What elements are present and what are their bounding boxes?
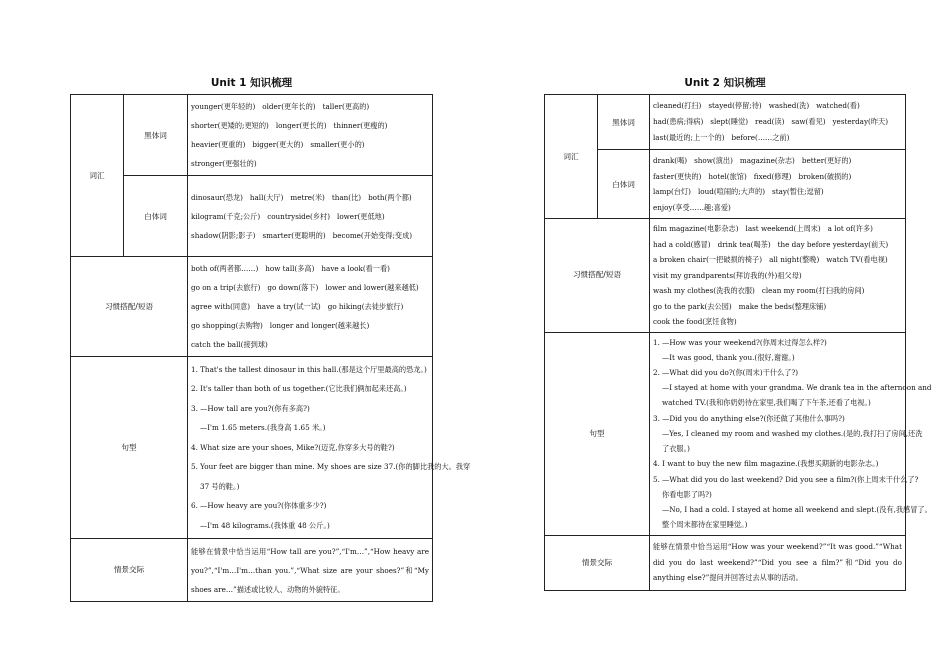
- unit1-comm-row: [71, 539, 433, 602]
- sentence-line: watched TV.(我和你奶奶待在家里,我们喝了下午茶,还看了电视。): [662, 398, 871, 408]
- phrase: the day before yesterday(前天): [777, 239, 889, 249]
- word: metre(米): [290, 192, 325, 202]
- word: older(更年长的): [262, 102, 316, 111]
- word: yesterday(昨天): [832, 117, 889, 126]
- word: longer(更长的): [275, 121, 327, 130]
- unit2-bold-label: 黑体词: [598, 95, 650, 150]
- sentence-line: —Yes, I cleaned my room and washed my clothes.(是的,我打扫了房间,还洗: [662, 428, 923, 438]
- phrase: both of(两者都……): [191, 264, 259, 273]
- phrase: a lot of(许多): [827, 224, 873, 233]
- unit1-table: [70, 94, 471, 602]
- unit2-vocab-bold-row: [545, 95, 906, 150]
- unit2-plain-words: [650, 150, 906, 219]
- word: shadow(阴影;影子): [191, 230, 256, 240]
- unit1-phrases-label: 习惯搭配/短语: [71, 257, 188, 357]
- sentence-line: 2. —What did you do?(你(周末)干什么了?): [653, 368, 799, 378]
- unit2-phrases: [650, 219, 906, 333]
- word: cleaned(打扫): [653, 101, 702, 110]
- sentence-line: 了衣服。): [662, 444, 690, 454]
- unit1-phrases-row: [71, 257, 433, 357]
- phrase: cook the food(烹饪食物): [653, 317, 737, 326]
- unit1-bold-words: [188, 95, 433, 176]
- sentence-line: 整个周末都待在家里睡觉。): [662, 520, 748, 530]
- phrase: watch TV(看电视): [826, 255, 888, 264]
- word: younger(更年轻的): [191, 102, 256, 111]
- word: better(更好的): [801, 156, 852, 165]
- sentence-line: 1. —How was your weekend?(你周末过得怎么样?): [653, 337, 827, 347]
- sentence-line: 5. —What did you do last weekend? Did you see a film?(你上周末干什么了?: [653, 474, 919, 484]
- word: hall(大厅): [249, 192, 284, 202]
- word: before(……之前): [731, 133, 790, 142]
- word: smarter(更聪明的): [262, 230, 326, 240]
- phrase: longer and longer(越来越长): [269, 321, 370, 330]
- word: than(比): [331, 192, 362, 202]
- word: read(读): [755, 117, 785, 126]
- unit1-vocab-label: 词汇: [71, 95, 124, 257]
- word: broken(破损的): [798, 171, 852, 181]
- phrase: lower and lower(越来越低): [325, 283, 419, 292]
- unit2-title: Unit 2 知识梳理: [684, 77, 766, 89]
- unit1-comm-text: 能够在情景中恰当运用“How tall are you?”,“I'm…”,“How heavy are you?”,“I'm…I'm…than you.”,“What size are your shoes?”和“My shoes are…”描述或比较人、动物的外貌特征。: [188, 539, 433, 602]
- phrase: all night(整晚): [769, 255, 820, 264]
- phrase: clean my room(打扫我的房间): [761, 286, 865, 295]
- word: lamp(台灯): [653, 187, 691, 196]
- phrase: how tall(多高): [265, 264, 315, 273]
- unit1-comm-label: 情景交际: [71, 539, 188, 602]
- unit1-vocab-bold-row: [71, 95, 433, 176]
- unit2-bold-words: [650, 95, 906, 150]
- word: both(两个都): [368, 192, 412, 202]
- word: fixed(修理): [753, 171, 792, 181]
- unit2-table: [544, 94, 932, 591]
- unit1-bold-label: 黑体词: [124, 95, 188, 176]
- phrase: a broken chair(一把破损的椅子): [653, 255, 763, 264]
- phrase: make the beds(整理床铺): [738, 301, 827, 311]
- unit2-vocab-plain-row: [545, 150, 906, 219]
- sentence-line: —It was good, thank you.(很好,谢谢。): [662, 352, 795, 362]
- unit2-vocab-label: 词汇: [545, 95, 598, 219]
- word: watched(看): [816, 101, 860, 110]
- unit1-phrases: [188, 257, 433, 357]
- unit2-sentences: [650, 332, 932, 535]
- sentence-line: 37 号的鞋。): [200, 481, 240, 491]
- phrase: agree with(同意): [191, 302, 251, 311]
- word: countryside(乡村): [267, 211, 331, 221]
- unit1-sentences-row: [71, 357, 433, 539]
- word: stronger(更强壮的): [191, 159, 257, 168]
- sentence-line: 2. It's taller than both of us together.(它比我们俩加起来还高。): [191, 384, 407, 394]
- sentence-line: 5. Your feet are bigger than mine. My shoes are size 37.(你的脚比我的大。我穿: [191, 462, 471, 472]
- phrase: catch the ball(接到球): [191, 340, 268, 349]
- word: had(患病;得病): [653, 117, 704, 126]
- phrase: have a try(试一试): [257, 302, 321, 311]
- word: shorter(更矮的;更短的): [191, 121, 269, 130]
- phrase: go down(落下): [267, 283, 319, 292]
- word: kilogram(千克;公斤): [191, 211, 261, 221]
- word: smaller(更小的): [310, 140, 365, 149]
- unit2-comm-text: 能够在情景中恰当运用“How was your weekend?”“It was good.”“What did you do last weekend?”“Did you see a film?”和“Did you do anything else?”提问并回答过去从事的活动。: [650, 535, 906, 590]
- sentence-line: —I stayed at home with your grandma. We drank tea in the afternoon and: [662, 383, 932, 393]
- sentence-line: —I'm 48 kilograms.(我体重 48 公斤。): [200, 520, 330, 530]
- unit2-phrases-label: 习惯搭配/短语: [545, 219, 650, 333]
- word: magazine(杂志): [739, 156, 795, 165]
- phrase: have a look(看一看): [321, 264, 390, 273]
- word: stayed(停留;待): [708, 101, 762, 110]
- unit1-sentences: [188, 357, 471, 539]
- sentence-line: 4. I want to buy the new film magazine.(我想买期新的电影杂志。): [653, 459, 879, 469]
- word: taller(更高的): [322, 102, 370, 111]
- word: loud(喧闹的;大声的): [697, 187, 765, 196]
- unit2-comm-row: [545, 535, 906, 590]
- phrase: last weekend(上周末): [745, 224, 821, 233]
- word: hotel(旅馆): [708, 171, 747, 181]
- unit1-plain-words: [188, 176, 433, 257]
- unit2-comm-label: 情景交际: [545, 535, 650, 590]
- word: enjoy(享受……趣;喜爱): [653, 202, 731, 212]
- unit2-sentences-row: [545, 332, 906, 535]
- word: slept(睡觉): [710, 117, 749, 126]
- unit2-plain-label: 白体词: [598, 150, 650, 219]
- sentence-line: —No, I had a cold. I stayed at home all weekend and slept.(没有,我感冒了。: [662, 504, 932, 514]
- sentence-line: 4. What size are your shoes, Mike?(迈克,你穿多大号的鞋?): [191, 442, 395, 452]
- word: heavier(更重的): [191, 140, 246, 149]
- unit1-vocab-plain-row: [71, 176, 433, 257]
- word: dinosaur(恐龙): [191, 192, 243, 202]
- phrase: go to the park(去公园): [653, 301, 732, 311]
- unit1-sentences-label: 句型: [71, 357, 188, 539]
- unit1-plain-label: 白体词: [124, 176, 188, 257]
- word: faster(更快的): [653, 171, 702, 181]
- unit2-sentences-label: 句型: [545, 332, 650, 535]
- unit2-panel: [544, 76, 932, 591]
- unit1-title: Unit 1 知识梳理: [210, 77, 293, 89]
- sentence-line: 3. —Did you do anything else?(你还做了其他什么事吗?): [653, 413, 845, 423]
- word: thinner(更瘦的): [333, 121, 388, 130]
- phrase: go shopping(去购物): [191, 321, 263, 330]
- word: stay(暂住;逗留): [772, 187, 824, 196]
- sentence-line: 6. —How heavy are you?(你体重多少?): [191, 501, 327, 511]
- word: show(演出): [694, 156, 733, 165]
- word: last(最近的;上一个的): [653, 133, 725, 142]
- word: washed(洗): [768, 101, 810, 110]
- sentence-line: 1. That's the tallest dinosaur in this hall.(那是这个厅里最高的恐龙。): [191, 364, 427, 374]
- sentence-line: 3. —How tall are you?(你有多高?): [191, 403, 310, 413]
- unit2-phrases-row: [545, 219, 906, 333]
- sentence-line: 你看电影了吗?): [662, 489, 712, 499]
- word: bigger(更大的): [252, 140, 304, 149]
- phrase: go on a trip(去旅行): [191, 283, 261, 292]
- phrase: film magazine(电影杂志): [653, 224, 739, 233]
- phrase: wash my clothes(洗我的衣服): [653, 286, 755, 295]
- phrase: drink tea(喝茶): [717, 239, 771, 249]
- sentence-line: —I'm 1.65 meters.(我身高 1.65 米。): [200, 423, 326, 433]
- phrase: go hiking(去徒步旅行): [327, 302, 404, 311]
- word: saw(看见): [791, 117, 826, 126]
- word: lower(更低地): [337, 211, 385, 221]
- word: become(开始变得;变成): [332, 230, 413, 240]
- word: drank(喝): [653, 156, 688, 165]
- phrase: had a cold(感冒): [653, 239, 711, 249]
- phrase: visit my grandparents(拜访我的(外)祖父母): [653, 270, 802, 280]
- unit1-panel: [70, 76, 471, 602]
